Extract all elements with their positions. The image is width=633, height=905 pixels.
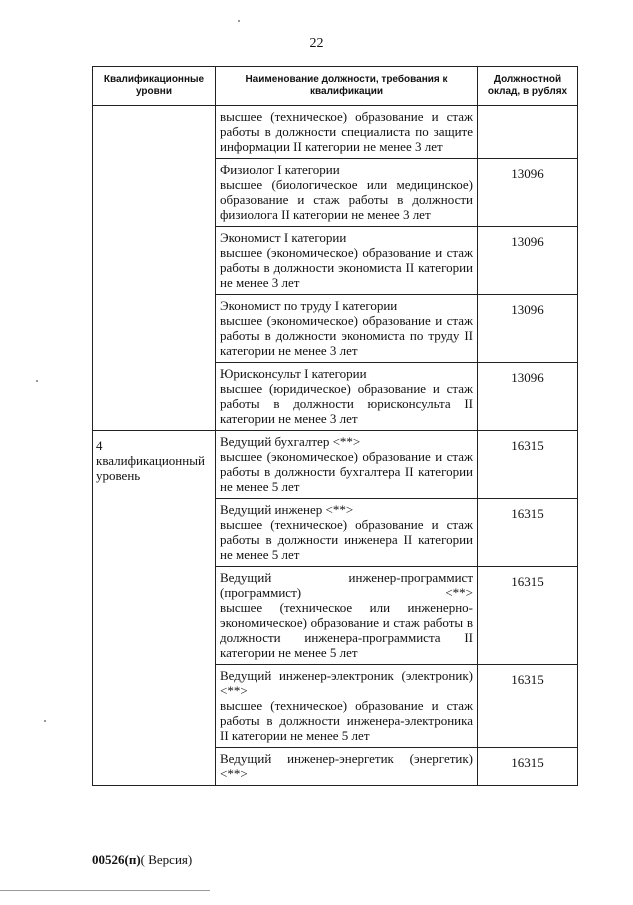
- position-title: Экономист I категории: [220, 230, 347, 245]
- position-title: Ведущий инженер-энергетик (энергетик) <**>: [220, 751, 473, 781]
- scan-edge-line: [0, 890, 210, 891]
- table-row: [93, 106, 578, 159]
- position-cell: [216, 106, 478, 159]
- position-title: Юрисконсульт I категории: [220, 366, 367, 381]
- position-cell: [216, 567, 478, 665]
- level-cell: [93, 106, 216, 431]
- table-row: [93, 431, 578, 499]
- position-cell: [216, 295, 478, 363]
- salary-cell: [478, 106, 578, 159]
- qualification-table: [92, 66, 578, 786]
- position-cell: [216, 431, 478, 499]
- position-requirement: высшее (техническое) образование и стаж работы в должности инженера-электроника II категории не менее 5 лет: [220, 698, 473, 743]
- position-requirement: высшее (экономическое) образование и стаж работы в должности экономиста II категории не менее 3 лет: [220, 245, 473, 290]
- salary-cell: 13096: [478, 363, 578, 431]
- document-code: [92, 852, 192, 868]
- header-position: Наименование должности, требования к квалификации: [216, 67, 478, 106]
- position-title: Ведущий бухгалтер <**>: [220, 434, 361, 449]
- salary-cell: 16315: [478, 431, 578, 499]
- document-code-number: 00526(п): [92, 852, 141, 867]
- salary-cell: 13096: [478, 295, 578, 363]
- position-requirement: высшее (техническое) образование и стаж работы в должности специалиста по защите информации II категории не менее 3 лет: [220, 109, 473, 154]
- scan-speck: [238, 20, 240, 22]
- position-requirement: высшее (техническое) образование и стаж работы в должности инженера II категории не менее 5 лет: [220, 517, 473, 562]
- position-cell: [216, 499, 478, 567]
- position-cell: [216, 363, 478, 431]
- position-requirement: высшее (техническое или инженерно-экономическое) образование и стаж работы в должности инженера-программиста II категории не менее 5 лет: [220, 600, 473, 660]
- position-cell: [216, 227, 478, 295]
- position-title: Физиолог I категории: [220, 162, 340, 177]
- position-cell: [216, 748, 478, 786]
- table-header-row: [93, 67, 578, 106]
- position-cell: [216, 159, 478, 227]
- level-cell: 4 квалификационный уровень: [93, 431, 216, 786]
- header-salary: Должностной оклад, в рублях: [478, 67, 578, 106]
- scan-speck: [44, 720, 46, 722]
- salary-cell: 16315: [478, 499, 578, 567]
- salary-cell: 13096: [478, 159, 578, 227]
- salary-cell: 16315: [478, 748, 578, 786]
- header-level: Квалификационные уровни: [93, 67, 216, 106]
- salary-cell: 16315: [478, 665, 578, 748]
- salary-cell: 13096: [478, 227, 578, 295]
- position-requirement: высшее (экономическое) образование и стаж работы в должности бухгалтера II категории не менее 5 лет: [220, 449, 473, 494]
- page-number: 22: [309, 36, 324, 51]
- position-title: Экономист по труду I категории: [220, 298, 398, 313]
- position-title: Ведущий инженер-электроник (электроник) <**>: [220, 668, 473, 698]
- position-requirement: высшее (экономическое) образование и стаж работы в должности экономиста по труду II категории не менее 3 лет: [220, 313, 473, 358]
- position-requirement: высшее (биологическое или медицинское) образование и стаж работы в должности физиолога II категории не менее 3 лет: [220, 177, 473, 222]
- scan-speck: [36, 380, 38, 382]
- position-cell: [216, 665, 478, 748]
- document-version: ( Версия): [140, 852, 193, 867]
- salary-cell: 16315: [478, 567, 578, 665]
- position-title: Ведущий инженер <**>: [220, 502, 354, 517]
- position-requirement: высшее (юридическое) образование и стаж работы в должности юрисконсульта II категории не менее 3 лет: [220, 381, 473, 426]
- position-title: Ведущий инженер-программист (программист) <**>: [220, 570, 473, 600]
